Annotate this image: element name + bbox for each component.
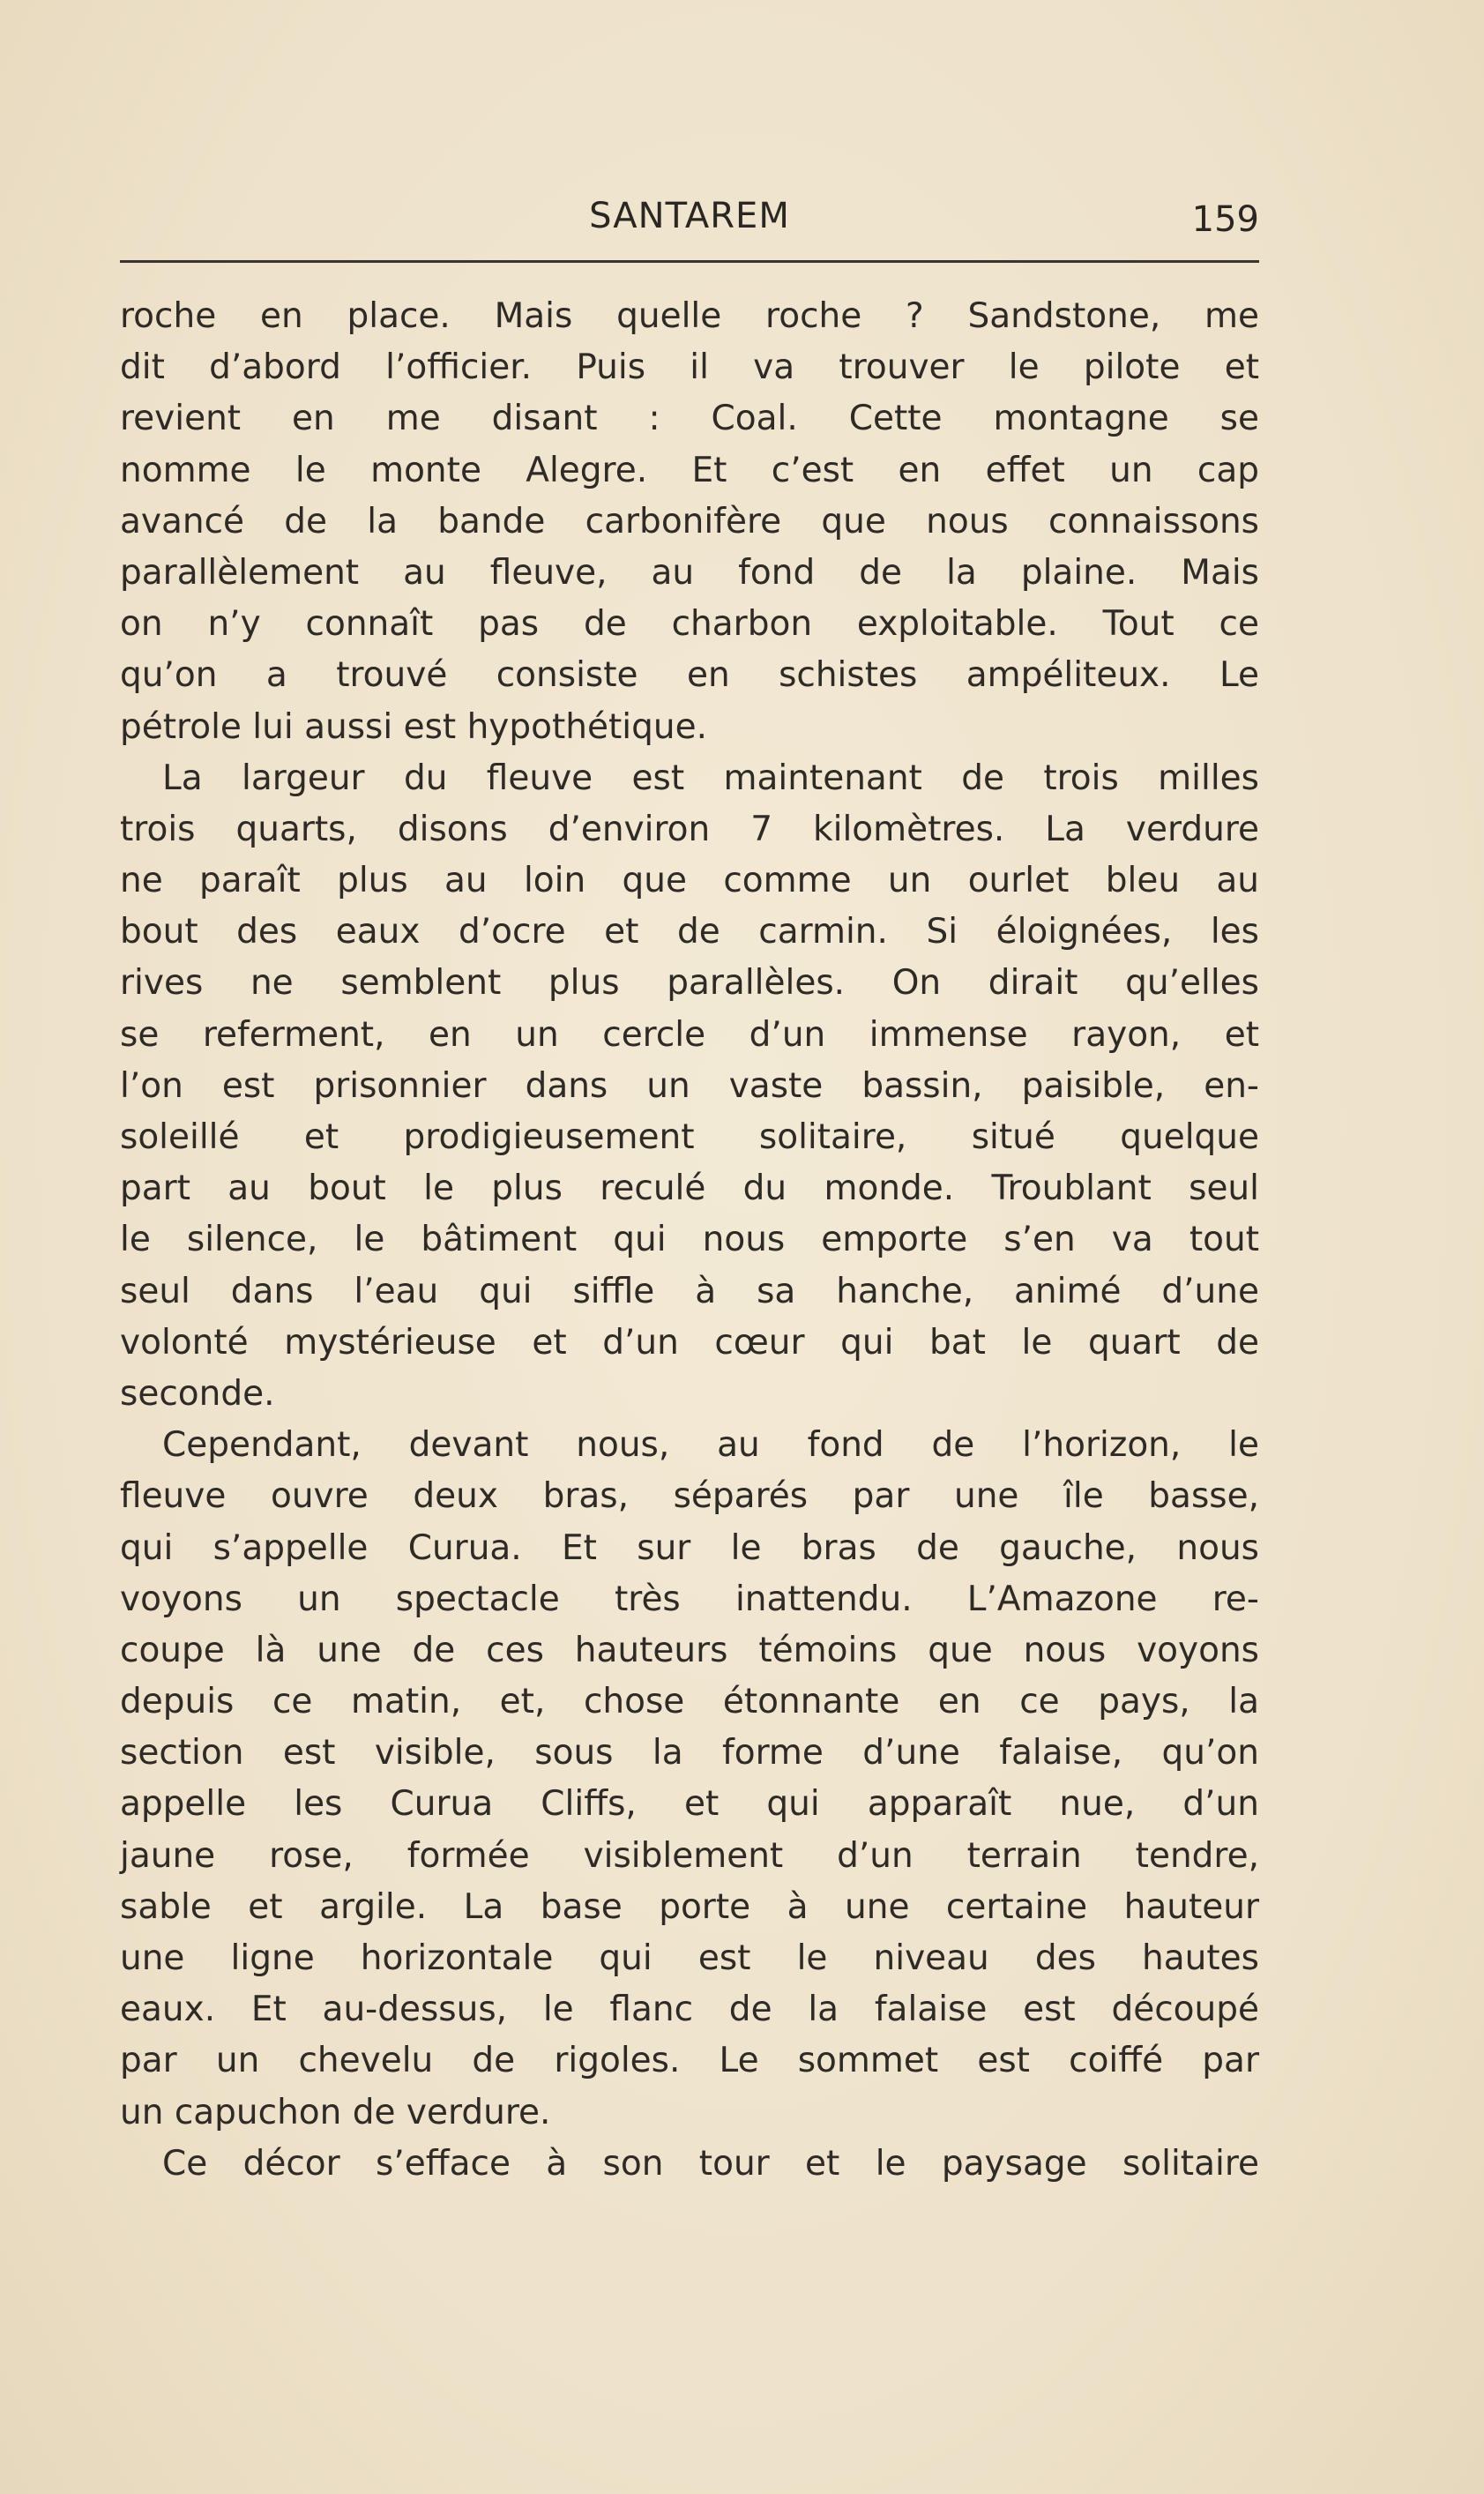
text-line: seul dans l’eau qui siffle à sa hanche, animé d’une (120, 1271, 1259, 1311)
page-number: 159 (1191, 199, 1259, 240)
text-line: revient en me disant : Coal. Cette montagne se (120, 399, 1259, 439)
text-line: jaune rose, formée visiblement d’un terrain tendre, (120, 1835, 1259, 1876)
text-line: nomme le monte Alegre. Et c’est en effet un cap (120, 450, 1259, 490)
text-line: une ligne horizontale qui est le niveau des hautes (120, 1938, 1259, 1978)
text-line: le silence, le bâtiment qui nous emporte s’en va tout (120, 1220, 1259, 1260)
text-line: voyons un spectacle très inattendu. L’Amazone re- (120, 1579, 1259, 1619)
text-line: roche en place. Mais quelle roche ? Sandstone, me (120, 296, 1259, 336)
text-line: fleuve ouvre deux bras, séparés par une île basse, (120, 1476, 1259, 1517)
text-line: par un chevelu de rigoles. Le sommet est coiffé par (120, 2041, 1259, 2081)
text-line: bout des eaux d’ocre et de carmin. Si éloignées, les (120, 912, 1259, 952)
text-line: avancé de la bande carbonifère que nous connaissons (120, 501, 1259, 541)
text-line: se referment, en un cercle d’un immense rayon, et (120, 1014, 1259, 1055)
text-line: l’on est prisonnier dans un vaste bassin, paisible, en- (120, 1065, 1259, 1106)
text-line: on n’y connaît pas de charbon exploitable. Tout ce (120, 604, 1259, 645)
text-line: volonté mystérieuse et d’un cœur qui bat le quart de (120, 1322, 1259, 1363)
text-line: ne paraît plus au loin que comme un ourlet bleu au (120, 861, 1259, 901)
text-line: parallèlement au fleuve, au fond de la plaine. Mais (120, 552, 1259, 593)
body-text (120, 291, 1259, 2190)
text-line: rives ne semblent plus parallèles. On dirait qu’elles (120, 963, 1259, 1004)
text-line: coupe là une de ces hauteurs témoins que nous voyons (120, 1630, 1259, 1670)
text-line: seconde. (120, 1373, 275, 1414)
text-line: La largeur du fleuve est maintenant de trois milles (162, 758, 1259, 798)
text-line: trois quarts, disons d’environ 7 kilomètres. La verdure (120, 809, 1259, 849)
text-line: Ce décor s’efface à son tour et le paysage solitaire (162, 2143, 1259, 2184)
text-line: sable et argile. La base porte à une certaine hauteur (120, 1886, 1259, 1927)
text-line: appelle les Curua Cliffs, et qui apparaît nue, d’un (120, 1784, 1259, 1825)
text-line: pétrole lui aussi est hypothétique. (120, 706, 707, 747)
text-line: soleillé et prodigieusement solitaire, situé quelque (120, 1117, 1259, 1157)
text-line: Cependant, devant nous, au fond de l’horizon, le (162, 1425, 1259, 1466)
text-line: dit d’abord l’officier. Puis il va trouver le pilote et (120, 347, 1259, 388)
header-rule (120, 260, 1259, 263)
text-line: qui s’appelle Curua. Et sur le bras de gauche, nous (120, 1527, 1259, 1568)
page-header (120, 196, 1259, 249)
text-line: eaux. Et au-dessus, le flanc de la falaise est découpé (120, 1990, 1259, 2030)
text-line: section est visible, sous la forme d’une falaise, qu’on (120, 1733, 1259, 1773)
text-line: depuis ce matin, et, chose étonnante en ce pays, la (120, 1682, 1259, 1722)
running-title: SANTAREM (589, 196, 790, 236)
text-line: un capuchon de verdure. (120, 2092, 551, 2132)
text-line: part au bout le plus reculé du monde. Troublant seul (120, 1169, 1259, 1209)
text-line: qu’on a trouvé consiste en schistes ampéliteux. Le (120, 655, 1259, 696)
